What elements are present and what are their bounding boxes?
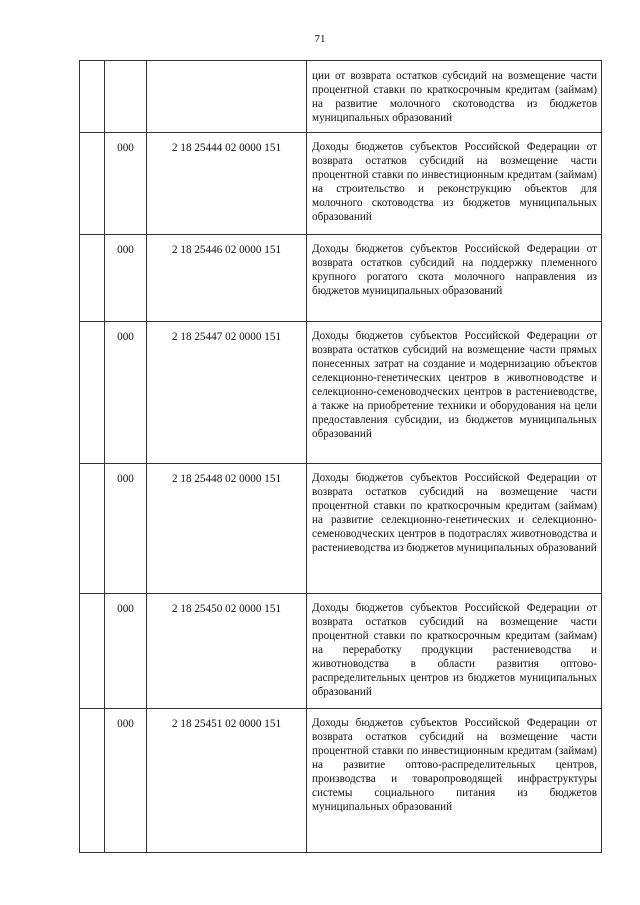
revenue-name-cell: Доходы бюджетов субъектов Российской Федерации от возврата остатков субсидий на поддержку племенного крупного рогатого скота молочного направления из бюджетов муниципальных образований <box>307 235 602 322</box>
budget-code-cell: 2 18 25444 02 0000 151 <box>147 133 307 235</box>
empty-cell <box>80 594 105 709</box>
table-row <box>80 133 602 235</box>
budget-code-cell: 2 18 25446 02 0000 151 <box>147 235 307 322</box>
table-row <box>80 594 602 709</box>
revenue-name-cell: Доходы бюджетов субъектов Российской Федерации от возврата остатков субсидий на возмещение части прямых понесенных затрат на создание и модернизацию объектов селекционно-генетических центров в животноводстве и селекционно-семеноводческих центров в растениеводстве, а также на приобретение техники и оборудования на цели предоставления субсидии, из бюджетов муниципальных образований <box>307 322 602 464</box>
budget-code-cell <box>147 61 307 133</box>
revenue-name-cell: Доходы бюджетов субъектов Российской Федерации от возврата остатков субсидий на возмещение части процентной ставки по инвестиционным кредитам (займам) на строительство и реконструкцию объектов для молочного скотоводства из бюджетов муниципальных образований <box>307 133 602 235</box>
table-row <box>80 61 602 133</box>
table-row <box>80 235 602 322</box>
administrator-code-cell: 000 <box>105 709 147 853</box>
table-row <box>80 709 602 853</box>
empty-cell <box>80 709 105 853</box>
table-row <box>80 322 602 464</box>
budget-code-cell: 2 18 25447 02 0000 151 <box>147 322 307 464</box>
empty-cell <box>80 235 105 322</box>
administrator-code-cell <box>105 61 147 133</box>
empty-cell <box>80 322 105 464</box>
empty-cell <box>80 61 105 133</box>
page-number: 71 <box>314 33 326 45</box>
budget-code-cell: 2 18 25451 02 0000 151 <box>147 709 307 853</box>
administrator-code-cell: 000 <box>105 133 147 235</box>
empty-cell <box>80 133 105 235</box>
administrator-code-cell: 000 <box>105 235 147 322</box>
budget-code-cell: 2 18 25448 02 0000 151 <box>147 464 307 594</box>
empty-cell <box>80 464 105 594</box>
administrator-code-cell: 000 <box>105 464 147 594</box>
revenue-name-cell: Доходы бюджетов субъектов Российской Федерации от возврата остатков субсидий на возмещение части процентной ставки по краткосрочным кредитам (займам) на развитие селекционно-генетических и селекционно-семеноводческих центров в подотраслях животноводства и растениеводства из бюджетов муниципальных образований <box>307 464 602 594</box>
table-row <box>80 464 602 594</box>
revenue-name-cell: Доходы бюджетов субъектов Российской Федерации от возврата остатков субсидий на возмещение части процентной ставки по краткосрочным кредитам (займам) на переработку продукции растениеводства и животноводства в области развития оптово-распределительных центров из бюджетов муниципальных образований <box>307 594 602 709</box>
revenue-name-cell: ции от возврата остатков субсидий на возмещение части процентной ставки по краткосрочным кредитам (займам) на развитие молочного скотоводства из бюджетов муниципальных образований <box>307 61 602 133</box>
administrator-code-cell: 000 <box>105 322 147 464</box>
budget-classification-table <box>79 60 602 853</box>
revenue-name-cell: Доходы бюджетов субъектов Российской Федерации от возврата остатков субсидий на возмещение части процентной ставки по инвестиционным кредитам (займам) на развитие оптово-распределительных центров, производства и товаропроводящей инфраструктуры системы социального питания из бюджетов муниципальных образований <box>307 709 602 853</box>
administrator-code-cell: 000 <box>105 594 147 709</box>
budget-code-cell: 2 18 25450 02 0000 151 <box>147 594 307 709</box>
